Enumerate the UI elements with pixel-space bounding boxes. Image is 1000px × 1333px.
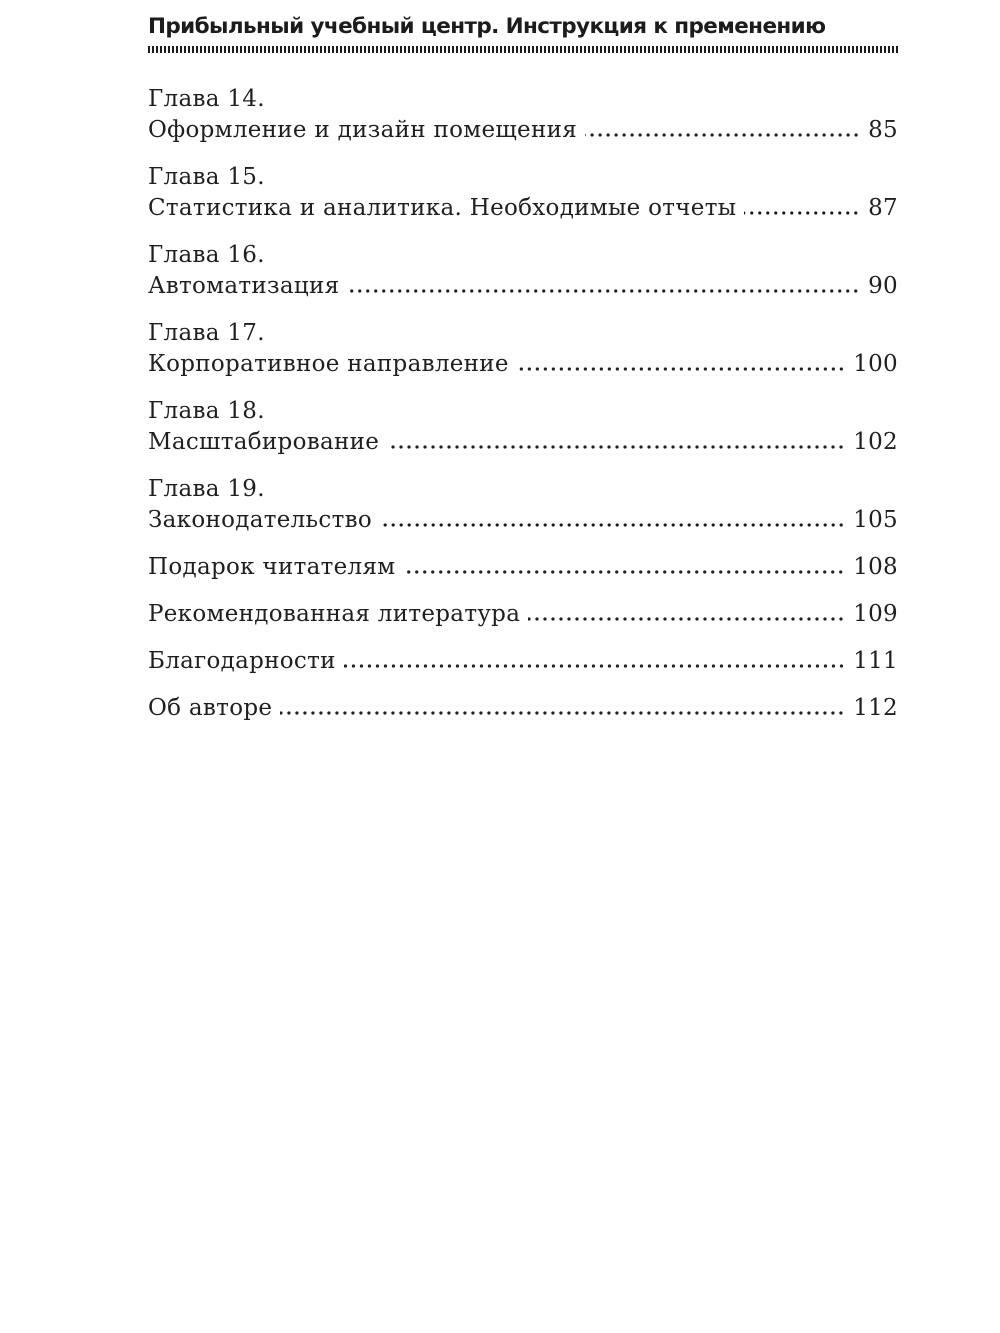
page-number: 102 [853, 429, 898, 455]
toc-line [148, 271, 898, 302]
toc-line [148, 646, 898, 677]
page-number: 109 [853, 601, 898, 627]
toc-line [148, 427, 898, 458]
chapter-label: Глава 18. [148, 398, 265, 424]
toc-title: Статистика и аналитика. Необходимые отчеты [148, 195, 737, 221]
chapter-label: Глава 14. [148, 86, 265, 112]
toc-title: Об авторе [148, 695, 273, 721]
toc-line [148, 599, 898, 630]
toc-title: Подарок читателям [148, 554, 396, 580]
toc-entry-acknowledgements[interactable] [148, 646, 898, 677]
dot-leader [347, 289, 860, 293]
toc-entry-recommended-literature[interactable] [148, 599, 898, 630]
toc-line [148, 552, 898, 583]
page-number: 112 [853, 695, 898, 721]
dot-leader [517, 367, 845, 371]
toc-entry-chapter-16[interactable] [148, 240, 898, 302]
toc-entry-chapter-14[interactable] [148, 84, 898, 146]
toc-entry-reader-gift[interactable] [148, 552, 898, 583]
toc-entry-chapter-19[interactable] [148, 474, 898, 536]
chapter-label: Глава 16. [148, 242, 265, 268]
dot-leader [344, 664, 845, 668]
toc-title: Автоматизация [148, 273, 340, 299]
toc-title: Корпоративное направление [148, 351, 509, 377]
toc-title: Масштабирование [148, 429, 380, 455]
chapter-label: Глава 19. [148, 476, 265, 502]
page-number: 105 [853, 507, 898, 533]
dot-leader [280, 711, 845, 715]
toc-entry-chapter-18[interactable] [148, 396, 898, 458]
dot-leader [528, 617, 845, 621]
page-number: 111 [853, 648, 898, 674]
toc-line [148, 193, 898, 224]
page-number: 87 [868, 195, 898, 221]
table-of-contents [148, 84, 898, 740]
dot-leader [403, 570, 845, 574]
toc-entry-about-author[interactable] [148, 693, 898, 724]
toc-line [148, 693, 898, 724]
toc-line [148, 349, 898, 380]
toc-title: Рекомендованная литература [148, 601, 521, 627]
chapter-label: Глава 15. [148, 164, 265, 190]
toc-title: Законодательство [148, 507, 372, 533]
running-title: Прибыльный учебный центр. Инструкция к пременению [148, 14, 826, 39]
header-dotted-rule [148, 46, 898, 53]
page-number: 85 [868, 117, 898, 143]
chapter-label: Глава 17. [148, 320, 265, 346]
running-header [148, 12, 898, 53]
page-number: 100 [853, 351, 898, 377]
page-number: 90 [868, 273, 898, 299]
dot-leader [380, 523, 845, 527]
dot-leader [387, 445, 845, 449]
toc-title: Благодарности [148, 648, 336, 674]
toc-title: Оформление и дизайн помещения [148, 117, 578, 143]
toc-line [148, 505, 898, 536]
page-number: 108 [853, 554, 898, 580]
dot-leader [585, 133, 860, 137]
toc-line [148, 115, 898, 146]
dot-leader [744, 211, 860, 215]
toc-entry-chapter-17[interactable] [148, 318, 898, 380]
toc-entry-chapter-15[interactable] [148, 162, 898, 224]
